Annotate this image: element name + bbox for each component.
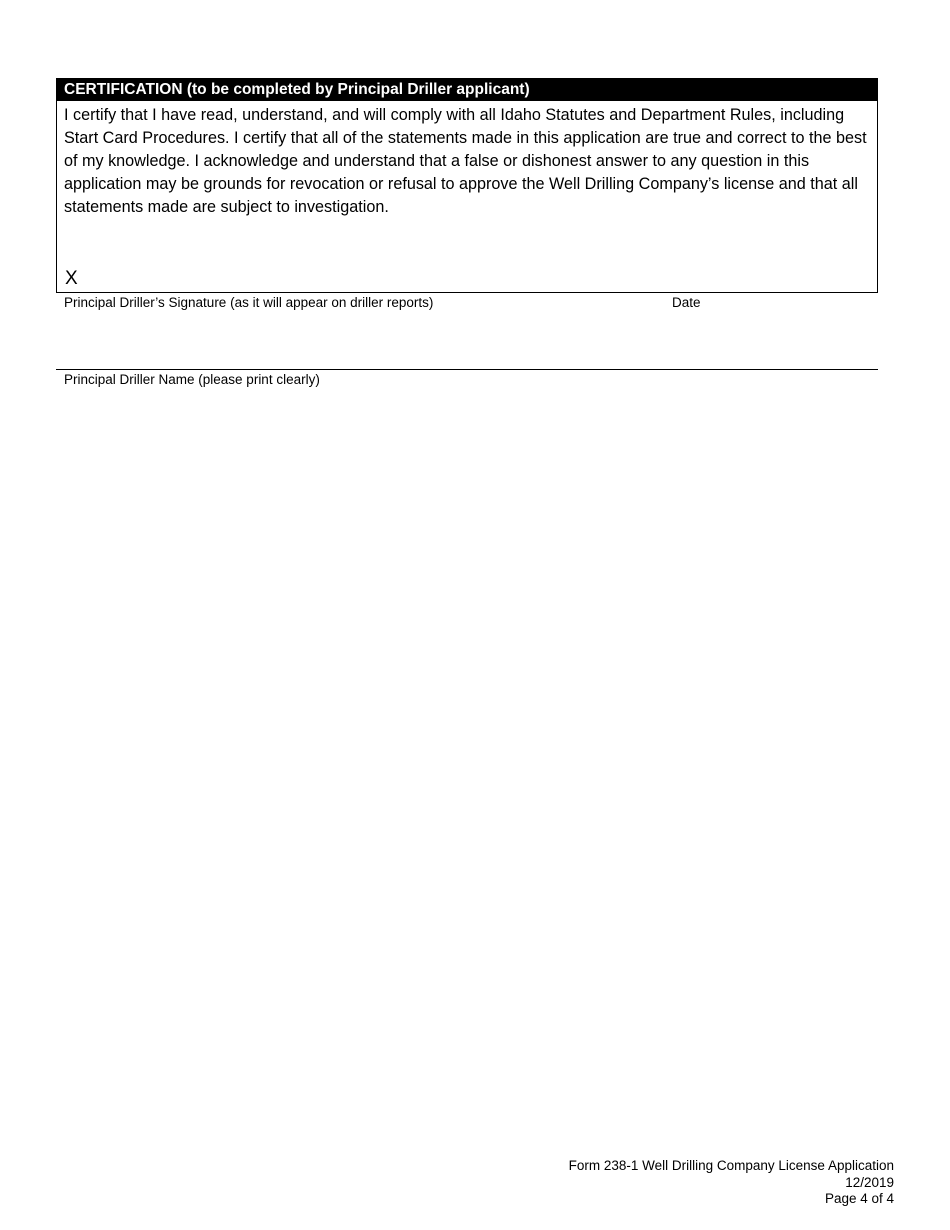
page-footer <box>569 1158 894 1208</box>
certification-section <box>56 78 878 293</box>
signature-label: Principal Driller’s Signature (as it will appear on driller reports) <box>64 295 434 310</box>
certification-header: CERTIFICATION (to be completed by Principal Driller applicant) <box>57 79 877 101</box>
signature-field[interactable]: X <box>65 268 78 289</box>
name-label: Principal Driller Name (please print clearly) <box>64 372 320 387</box>
page-number: Page 4 of 4 <box>824 1191 894 1206</box>
date-label: Date <box>672 295 701 310</box>
revision-date: 12/2019 <box>845 1174 894 1190</box>
form-title: Form 238-1 Well Drilling Company License Application <box>568 1158 894 1173</box>
name-field-line[interactable] <box>56 369 878 370</box>
certification-statement: I certify that I have read, understand, and will comply with all Idaho Statutes and Department Rules, including Start Card Procedures. I certify that all of the statements made in this application are true and correct to the best of my knowledge. I acknowledge and understand that a false or dishonest answer to any question in this application may be grounds for revocation or refusal to approve the Well Drilling Company’s license and that all statements made are subject to investigation. <box>64 106 867 216</box>
